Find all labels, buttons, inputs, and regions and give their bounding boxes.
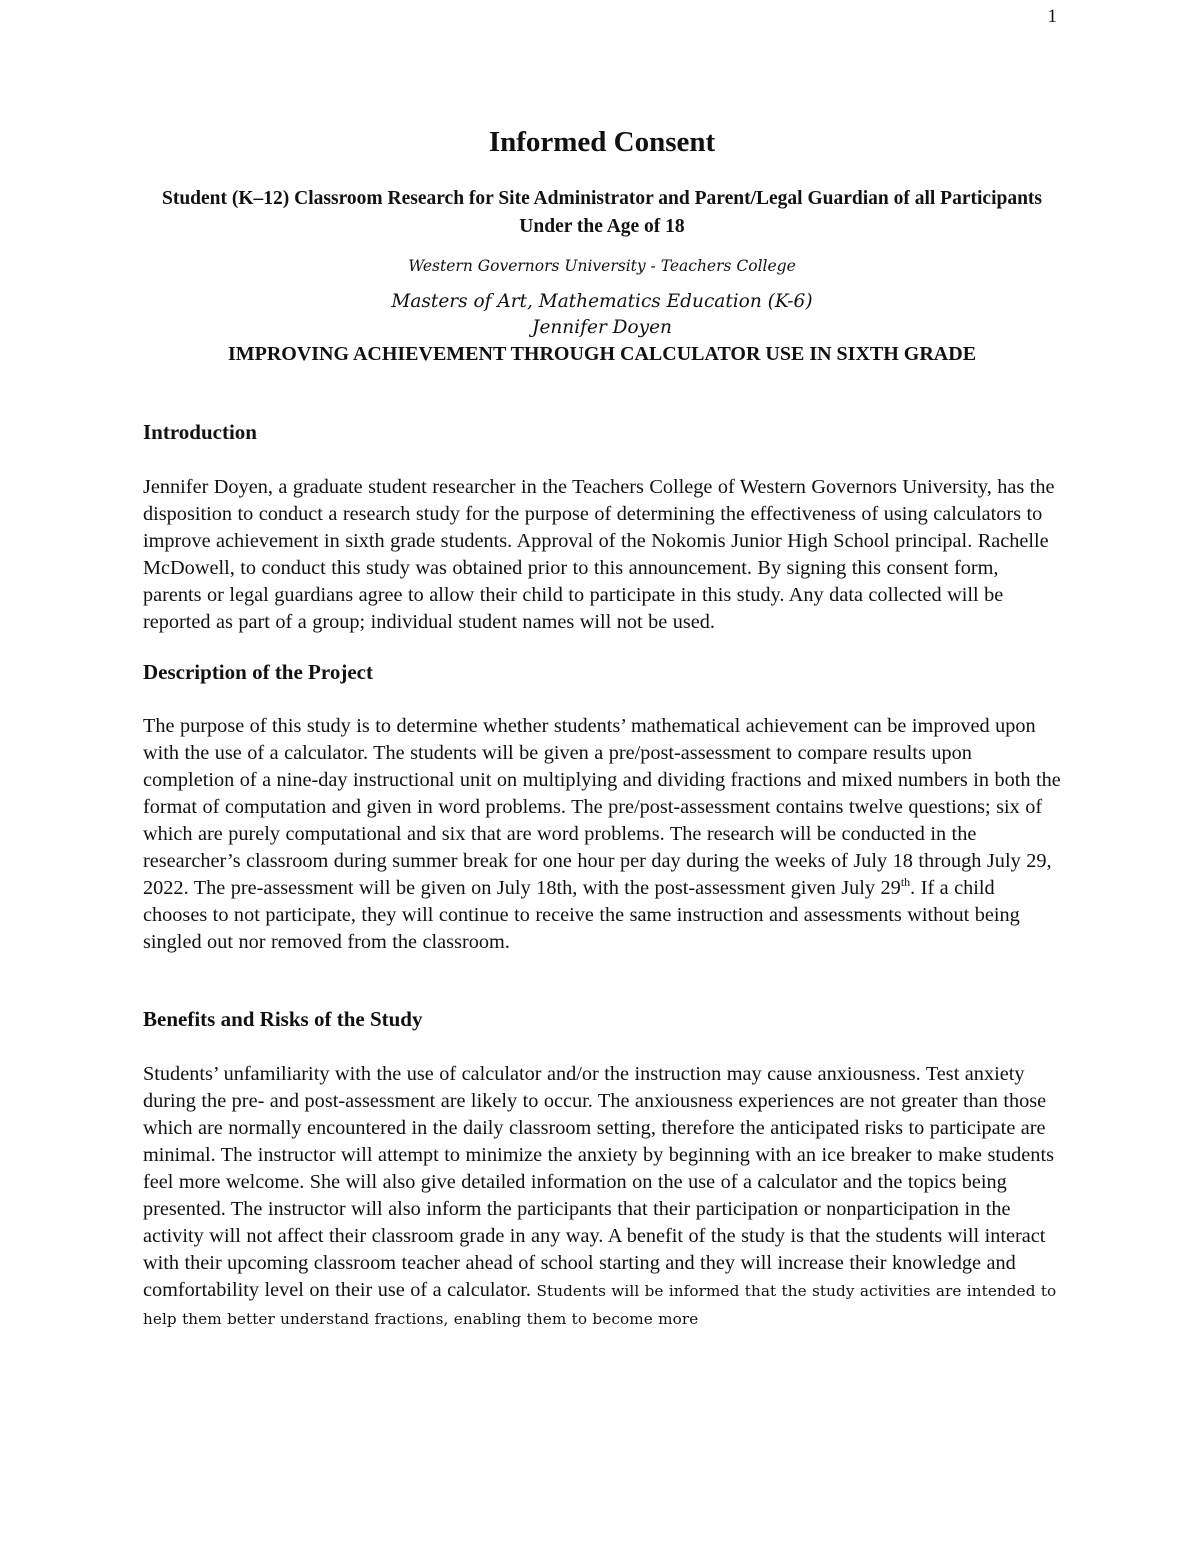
description-paragraph <box>143 713 1061 956</box>
document-title: Informed Consent <box>488 126 716 158</box>
study-title: IMPROVING ACHIEVEMENT THROUGH CALCULATOR USE IN SIXTH GRADE <box>227 343 977 365</box>
description-heading: Description of the Project <box>143 660 373 684</box>
page-number: 1 <box>1047 6 1057 27</box>
author-name: Jennifer Doyen <box>532 317 672 338</box>
benefits-risks-text-continued: Students will be informed that the study activities are intended to help them better understand fractions, enabling them to become more <box>143 1282 1057 1328</box>
benefits-risks-text: Students’ unfamiliarity with the use of calculator and/or the instruction may cause anxiousness. Test anxiety during the pre- and post-assessment are likely to occur. The anxiousness experiences are not greater than those which are normally encountered in the daily classroom setting, therefore the anticipated risks to participate are minimal. The instructor will attempt to minimize the anxiety by beginning with an ice breaker to make students feel more welcome. She will also give detailed information on the use of a calculator and the topics being presented. The instructor will also inform the participants that their participation or nonparticipation in the activity will not affect their classroom grade in any way. A benefit of the study is that the students will interact with their upcoming classroom teacher ahead of school starting and they will increase their knowledge and comfortability level on their use of a calculator. <box>143 1063 1054 1301</box>
introduction-heading: Introduction <box>143 420 257 444</box>
ordinal-superscript: th <box>900 875 911 890</box>
introduction-paragraph: Jennifer Doyen, a graduate student researcher in the Teachers College of Western Governors University, has the disposition to conduct a research study for the purpose of determining the effectiveness of using calculators to improve achievement in sixth grade students. Approval of the Nokomis Junior High School principal. Rachelle McDowell, to conduct this study was obtained prior to this announcement. By signing this consent form, parents or legal guardians agree to allow their child to participate in this study. Any data collected will be reported as part of a group; individual student names will not be used. <box>143 476 1055 633</box>
document-subtitle: Student (K–12) Classroom Research for Site Administrator and Parent/Legal Guardian of all Participants Under the Age of 18 <box>161 188 1043 237</box>
institution-name: Western Governors University - Teachers College <box>408 257 796 275</box>
program-name: Masters of Art, Mathematics Education (K-6) <box>391 291 813 312</box>
document-content <box>143 126 1061 1333</box>
description-text-part-2: . If a child chooses to not participate, they will continue to receive the same instruction and assessments without being singled out nor removed from the classroom. <box>143 877 1020 953</box>
benefits-risks-heading: Benefits and Risks of the Study <box>143 1007 423 1031</box>
description-text-part-1: The purpose of this study is to determine whether students’ mathematical achievement can be improved upon with the use of a calculator. The students will be given a pre/post-assessment to compare results upon completion of a nine-day instructional unit on multiplying and dividing fractions and mixed numbers in both the format of computation and given in word problems. The pre/post-assessment contains twelve questions; six of which are purely computational and six that are word problems. The research will be conducted in the researcher’s classroom during summer break for one hour per day during the weeks of July 18 through July 29, 2022. The pre-assessment will be given on July 18th, with the post-assessment given July 29 <box>143 715 1061 899</box>
benefits-risks-paragraph <box>143 1061 1061 1333</box>
